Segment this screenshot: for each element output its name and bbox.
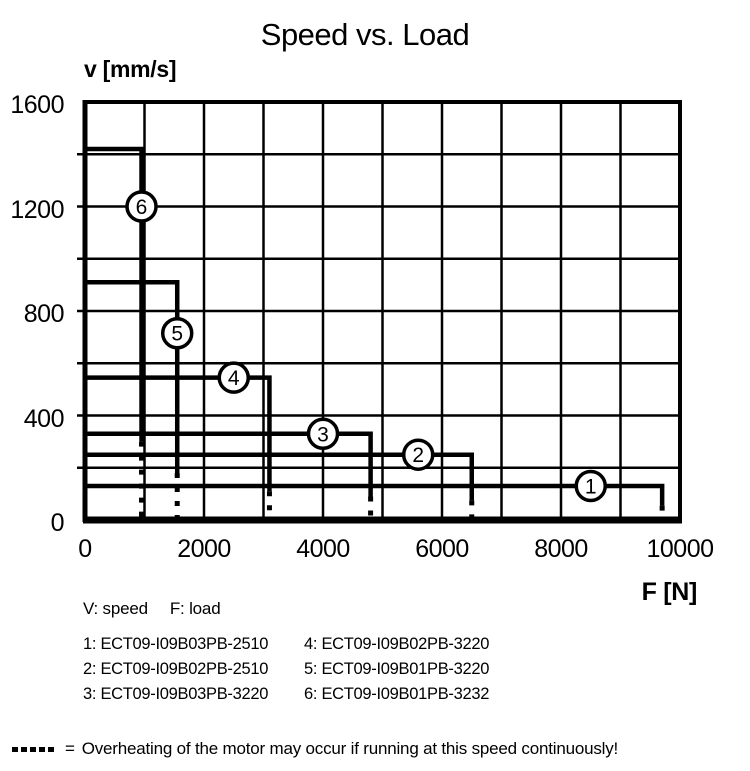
y-tick-label-0: 0 [50, 509, 64, 537]
x-tick-label-8000: 8000 [534, 535, 588, 563]
x-axis-title: F [N] [641, 578, 697, 606]
curve-3-label-number: 3 [317, 423, 329, 447]
y-tick-label-400: 400 [23, 404, 64, 433]
note-text: Overheating of the motor may occur if running at this speed continuously! [81, 739, 619, 758]
chart-title: Speed vs. Load [260, 17, 470, 52]
overheating-note [12, 739, 618, 759]
y-tick-label-1200: 1200 [10, 195, 64, 224]
x-tick-label-6000: 6000 [415, 535, 469, 563]
y-tick-label-800: 800 [23, 300, 64, 328]
x-tick-label-2000: 2000 [177, 535, 231, 563]
x-tick-label-0: 0 [78, 535, 92, 563]
curve-3-label [309, 419, 338, 448]
curve-1-label-number: 1 [584, 475, 597, 499]
legend-column-2 [304, 632, 489, 707]
plot-area [85, 102, 680, 520]
curve-4-label-number: 4 [227, 367, 240, 391]
y-axis-title: v [mm/s] [84, 56, 177, 82]
legend-item-4: 4: ECT09-I09B02PB-3220 [304, 635, 490, 653]
curve-4-label [219, 363, 248, 392]
curve-6-label [127, 192, 156, 221]
y-tick-label-1600: 1600 [10, 91, 64, 119]
x-tick-label-4000: 4000 [296, 535, 350, 563]
legend-item-2: 2: ECT09-I09B02PB-2510 [83, 660, 269, 678]
dotted-line-key-icon [12, 747, 57, 752]
legend-v-speed: V: speed [83, 599, 148, 618]
curve-2-label [404, 440, 433, 469]
curve-1-label [576, 472, 605, 501]
curve-5-label [163, 319, 192, 348]
curve-6-label-number: 6 [135, 196, 148, 219]
legend-item-5: 5: ECT09-I09B01PB-3220 [304, 660, 490, 678]
grid-lines [77, 102, 680, 520]
legend-f-load: F: load [169, 599, 221, 618]
legend-column-1 [83, 632, 268, 707]
legend-item-1: 1: ECT09-I09B03PB-2510 [83, 635, 269, 653]
note-separator: = [65, 739, 75, 758]
x-tick-label-10000: 10000 [646, 535, 714, 563]
legend-heading [83, 599, 242, 619]
curve-2-label-number: 2 [412, 444, 425, 468]
curve-5-label-number: 5 [171, 322, 184, 346]
legend-item-3: 3: ECT09-I09B03PB-3220 [83, 685, 269, 703]
legend-item-6: 6: ECT09-I09B01PB-3232 [304, 685, 490, 703]
